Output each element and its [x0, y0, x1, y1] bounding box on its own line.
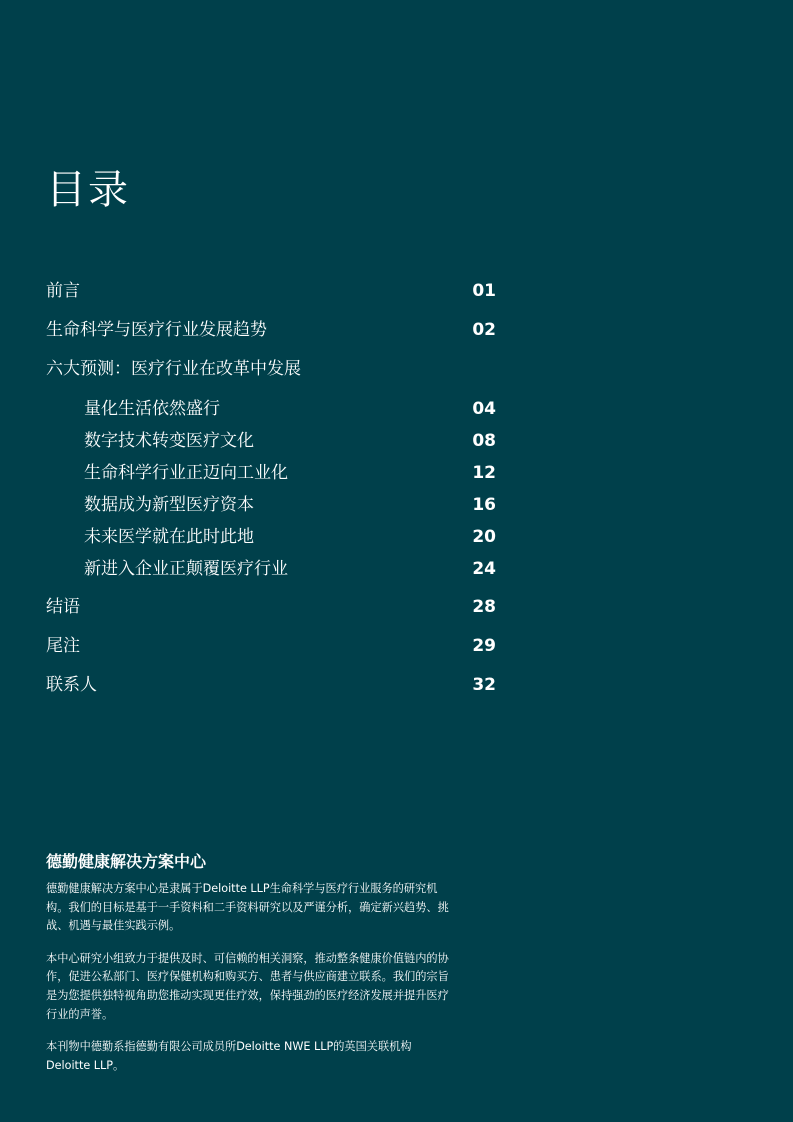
toc-item-page: 28 [472, 597, 496, 617]
about-paragraph: 德勤健康解决方案中心是隶属于Deloitte LLP生命科学与医疗行业服务的研究机构。我们的目标是基于一手资料和二手资料研究以及严谨分析，确定新兴趋势、挑战、机遇与最佳实践示例。 [46, 882, 449, 933]
toc-item-label: 尾注 [46, 636, 80, 656]
toc-item-page: 29 [472, 636, 496, 656]
toc-item-page: 24 [472, 559, 496, 579]
about-paragraph: 本中心研究小组致力于提供及时、可信赖的相关洞察，推动整条健康价值链内的协作，促进公私部门、医疗保健机构和购买方、患者与供应商建立联系。我们的宗旨是为您提供独特视角助您推动实现更佳疗效，保持强劲的医疗经济发展并提升医疗行业的声誉。 [46, 951, 449, 1021]
toc-item-page: 01 [472, 281, 496, 301]
toc-item-label: 未来医学就在此时此地 [84, 527, 254, 547]
toc-item-label: 联系人 [46, 675, 97, 695]
toc-item-label: 数据成为新型医疗资本 [84, 495, 254, 515]
toc-item-page: 16 [472, 495, 496, 515]
toc-item-label: 前言 [46, 281, 80, 301]
about-heading: 德勤健康解决方案中心 [46, 852, 207, 871]
toc-subitem-industrialization[interactable] [46, 457, 496, 489]
toc-item-label: 生命科学与医疗行业发展趋势 [46, 320, 267, 340]
toc-subitem-quantified-life[interactable] [46, 393, 496, 425]
toc-item-page: 04 [472, 399, 496, 419]
toc-subitem-new-entrants[interactable] [46, 553, 496, 585]
toc-item-page: 32 [472, 675, 496, 695]
toc-item-trends[interactable] [46, 315, 496, 354]
toc-subitem-data-capital[interactable] [46, 489, 496, 521]
toc-item-label: 六大预测：医疗行业在改革中发展 [46, 359, 301, 379]
toc-item-label: 数字技术转变医疗文化 [84, 431, 254, 451]
toc-item-label: 量化生活依然盛行 [84, 399, 220, 419]
toc-subitem-digital-culture[interactable] [46, 425, 496, 457]
toc-item-six-predictions[interactable] [46, 354, 496, 393]
toc-item-preface[interactable] [46, 276, 496, 315]
toc-item-page: 08 [472, 431, 496, 451]
table-of-contents [46, 276, 496, 709]
toc-subitem-future-medicine[interactable] [46, 521, 496, 553]
toc-item-label: 新进入企业正颠覆医疗行业 [84, 559, 288, 579]
toc-item-endnotes[interactable] [46, 631, 496, 670]
toc-item-page: 12 [472, 463, 496, 483]
about-paragraph: 本刊物中德勤系指德勤有限公司成员所Deloitte NWE LLP的英国关联机构Deloitte LLP。 [46, 1040, 412, 1072]
toc-item-label: 生命科学行业正迈向工业化 [84, 463, 288, 483]
toc-item-label: 结语 [46, 597, 80, 617]
toc-item-contacts[interactable] [46, 670, 496, 709]
page-title: 目录 [46, 167, 130, 213]
toc-item-conclusion[interactable] [46, 592, 496, 631]
about-section [46, 851, 454, 1089]
toc-item-page: 20 [472, 527, 496, 547]
toc-item-page: 02 [472, 320, 496, 340]
